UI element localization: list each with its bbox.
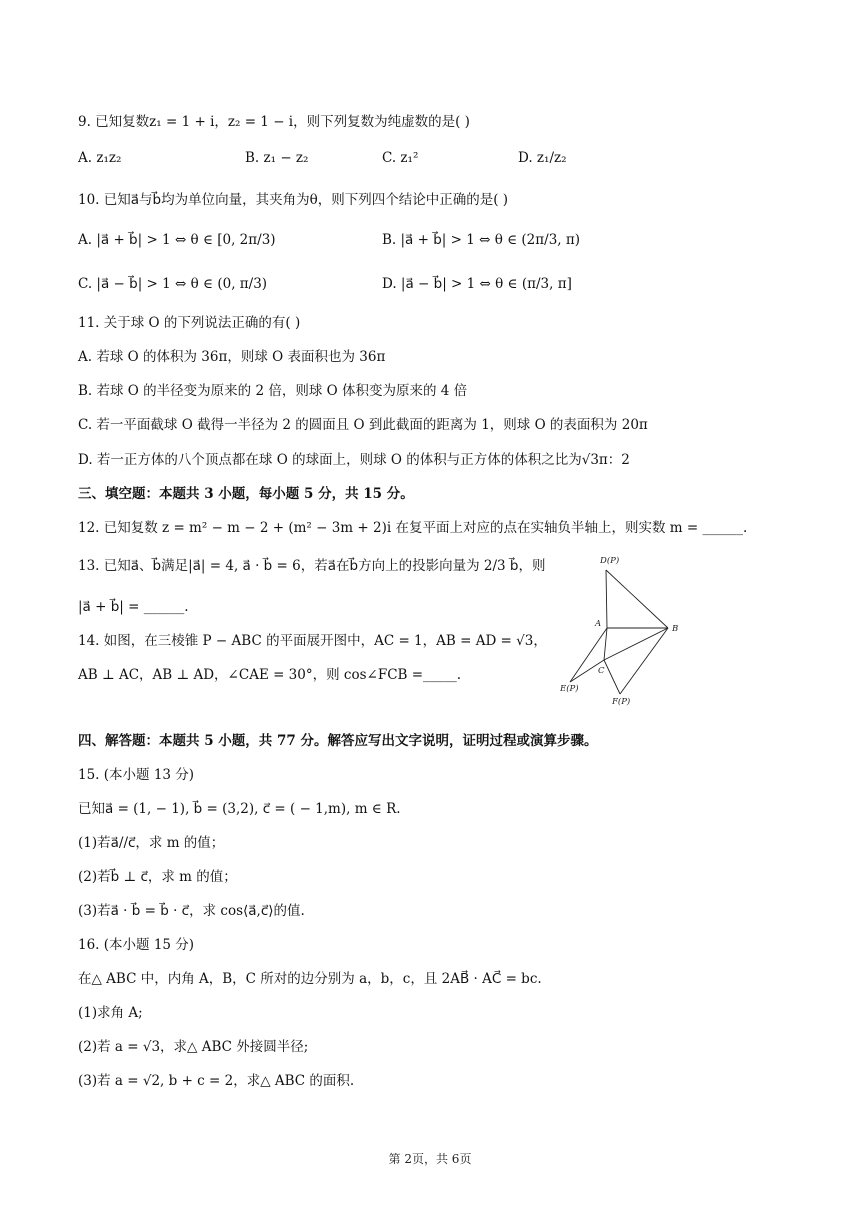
question-9-option-b: B. z₁ − z₂ <box>245 150 309 166</box>
edge-DA <box>606 570 607 628</box>
label-D: D(P) <box>600 556 620 566</box>
question-11-option-c: C. 若一平面截球 O 截得一半径为 2 的圆面且 O 到此截面的距离为 1，则球 O 的表面积为 20π <box>78 417 648 433</box>
question-12: 12. 已知复数 z = m² − m − 2 + (m² − 3m + 2)i 在复平面上对应的点在实轴负半轴上，则实数 m = ______. <box>78 520 748 536</box>
question-10-stem: 10. 已知a⃗与b⃗均为单位向量，其夹角为θ，则下列四个结论中正确的是( ) <box>78 192 509 208</box>
question-14-line-2: AB ⊥ AC，AB ⊥ AD，∠CAE = 30°，则 cos∠FCB =_____. <box>78 667 462 683</box>
label-E: E(P) <box>560 684 579 694</box>
question-10-option-b: B. |a⃗ + b⃗| > 1 ⇔ θ ∈ (2π/3, π) <box>382 232 581 248</box>
question-15-part-1: (1)若a⃗//c⃗，求 m 的值； <box>78 835 225 851</box>
edge-FB <box>620 628 668 694</box>
question-10-option-a: A. |a⃗ + b⃗| > 1 ⇔ θ ∈ [0, 2π/3) <box>78 232 276 248</box>
question-13-line-2: |a⃗ + b⃗| = ______. <box>78 599 189 615</box>
question-9-option-a: A. z₁z₂ <box>78 150 122 166</box>
label-B: B <box>672 624 679 634</box>
question-13-line-1: 13. 已知a⃗、b⃗满足|a⃗| = 4, a⃗ · b⃗ = 6，若a⃗在b⃗方向上的投影向量为 2/3 b⃗，则 <box>78 558 546 574</box>
question-9-option-c: C. z₁² <box>382 150 419 166</box>
question-10-option-c: C. |a⃗ − b⃗| > 1 ⇔ θ ∈ (0, π/3) <box>78 276 268 292</box>
question-16-part-3: (3)若 a = √2, b + c = 2，求△ ABC 的面积. <box>78 1073 355 1089</box>
edge-DB <box>606 570 668 628</box>
label-F: F(P) <box>612 697 631 707</box>
question-16-part-1: (1)求角 A; <box>78 1005 143 1021</box>
question-11-option-a: A. 若球 O 的体积为 36π，则球 O 表面积也为 36π <box>78 349 386 365</box>
question-10-option-d: D. |a⃗ − b⃗| > 1 ⇔ θ ∈ (π/3, π] <box>382 276 572 292</box>
question-9-option-d: D. z₁/z₂ <box>518 150 567 166</box>
edge-CF <box>604 660 620 694</box>
question-11-option-b: B. 若球 O 的半径变为原来的 2 倍，则球 O 体积变为原来的 4 倍 <box>78 383 468 399</box>
pyramid-net-figure <box>552 552 692 710</box>
edge-CB <box>604 628 668 660</box>
question-16-title: 16. (本小题 15 分) <box>78 937 195 953</box>
question-11-stem: 11. 关于球 O 的下列说法正确的有( ) <box>78 315 301 331</box>
question-15-title: 15. (本小题 13 分) <box>78 767 195 783</box>
question-15-part-3: (3)若a⃗ · b⃗ = b⃗ · c⃗，求 cos⟨a⃗,c⃗⟩的值. <box>78 903 305 919</box>
section-4-heading: 四、解答题：本题共 5 小题，共 77 分。解答应写出文字说明，证明过程或演算步骤。 <box>78 733 598 749</box>
question-16-part-2: (2)若 a = √3，求△ ABC 外接圆半径; <box>78 1039 309 1055</box>
question-15-part-2: (2)若b⃗ ⊥ c⃗，求 m 的值； <box>78 869 237 885</box>
edge-AC <box>604 628 607 660</box>
question-11-option-d: D. 若一正方体的八个顶点都在球 O 的球面上，则球 O 的体积与正方体的体积之比为√3π：2 <box>78 452 630 468</box>
question-15-given: 已知a⃗ = (1, − 1), b⃗ = (3,2), c⃗ = ( − 1,m), m ∈ R. <box>78 801 401 817</box>
question-16-given: 在△ ABC 中，内角 A，B，C 所对的边分别为 a，b，c，且 2AB⃗ · AC⃗ = bc. <box>78 971 542 987</box>
question-9-stem: 9. 已知复数z₁ = 1 + i，z₂ = 1 − i，则下列复数为纯虚数的是( ) <box>78 114 470 130</box>
page-footer: 第 2页，共 6页 <box>388 1152 472 1166</box>
question-14-line-1: 14. 如图，在三棱锥 P − ABC 的平面展开图中，AC = 1，AB = AD = √3， <box>78 633 547 649</box>
label-C: C <box>598 666 605 676</box>
label-A: A <box>595 619 602 629</box>
section-3-heading: 三、填空题：本题共 3 小题，每小题 5 分，共 15 分。 <box>78 486 414 502</box>
